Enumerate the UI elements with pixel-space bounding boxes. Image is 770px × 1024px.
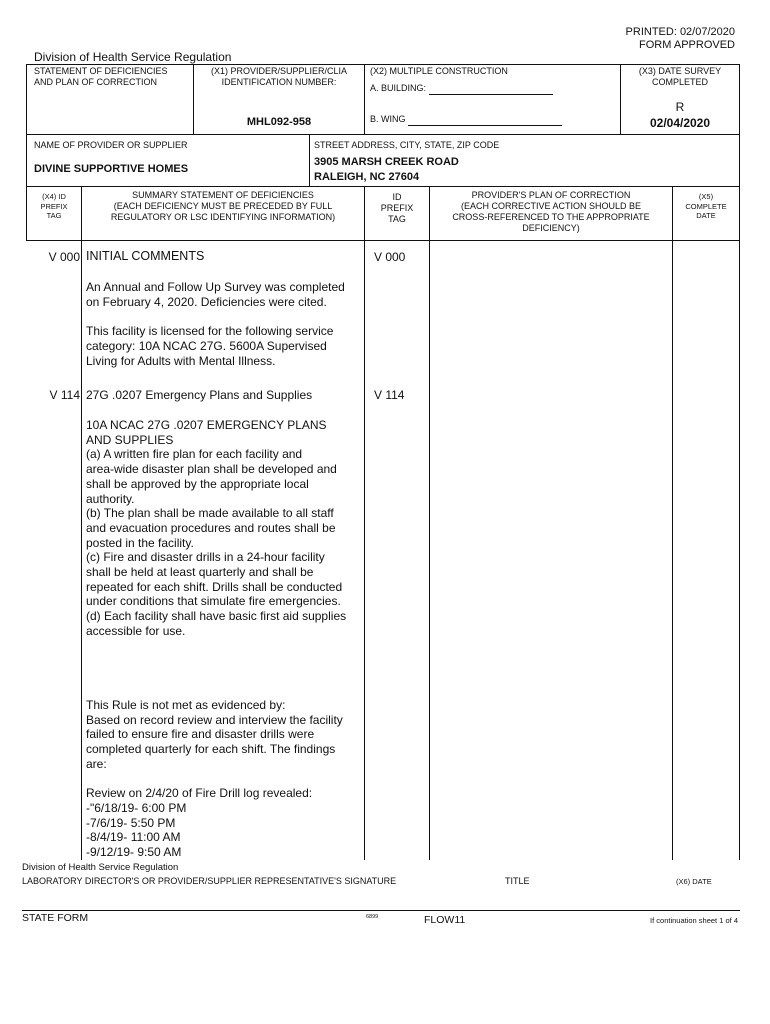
col-divider-3 [429,186,430,860]
x1-label: (X1) PROVIDER/SUPPLIER/CLIA IDENTIFICATION NUMBER: [210,66,348,87]
provider-name-label: NAME OF PROVIDER OR SUPPLIER [34,140,188,150]
col-divider-1 [81,186,82,860]
printed-date: PRINTED: 02/07/2020 [625,26,735,38]
building-field [429,83,553,95]
id-prefix-header: ID PREFIX TAG [380,192,414,224]
footer-division: Division of Health Service Regulation [22,862,179,873]
division-title: Division of Health Service Regulation [34,50,232,64]
x6-date-label: (X6) DATE [676,877,712,886]
rule-text: 10A NCAC 27G .0207 EMERGENCY PLANS AND SUPPLIES (a) A written fire plan for each facility and area-wide disaster plan shall be developed and shall be approved by the appropriate local authority. (b) The plan shall be made available to all staff and evacuation procedures and routes shall be posted in the facility. (c) Fire and disaster drills in a 24-hour facility shall be held at least quarterly and shall be repeated for each shift. Drills shall be conducted under conditions that simulate fire emergencies. (d) Each facility shall have basic first aid supplies accessible for use. [86,418,347,638]
tag-v000-right: V 000 [374,250,406,264]
x3-label: (X3) DATE SURVEY COMPLETED [638,66,722,87]
form-approved: FORM APPROVED [639,39,735,51]
footer-rule [22,910,740,911]
entry-title-initial-comments: INITIAL COMMENTS [86,249,205,263]
provider-name: DIVINE SUPPORTIVE HOMES [34,163,189,175]
x5-header: (X5) COMPLETE DATE [685,192,727,220]
statement-label: STATEMENT OF DEFICIENCIES AND PLAN OF CORRECTION [34,66,168,87]
right-border-top [739,64,740,241]
divider-address [309,134,310,186]
row-divider-2 [26,186,739,187]
right-border-body [739,240,740,860]
continuation-sheet: If continuation sheet 1 of 4 [650,916,738,925]
header-bottom-border [26,240,739,241]
form-number: 6899 [366,914,379,920]
wing-label: B. WING [370,114,562,126]
divider-x2 [364,64,365,134]
survey-date: 02/04/2020 [649,116,711,130]
flow-code: FLOW11 [424,914,466,926]
initial-comments-text: An Annual and Follow Up Survey was completed on February 4, 2020. Deficiencies were cited. This facility is licensed for the following service category: 10A NCAC 27G. 5600A Supervised Living for Adults with Mental Illness. [86,280,345,368]
address-label: STREET ADDRESS, CITY, STATE, ZIP CODE [314,140,500,150]
row-divider-1 [26,134,739,135]
tag-v114: V 114 [49,388,80,402]
state-form-label: STATE FORM [22,912,89,924]
entry-title-emergency-plans: 27G .0207 Emergency Plans and Supplies [86,388,313,402]
wing-field [408,114,562,126]
tag-v000: V 000 [48,250,80,264]
x2-label: (X2) MULTIPLE CONSTRUCTION [370,66,508,76]
title-label: TITLE [505,876,530,886]
plan-header: PROVIDER'S PLAN OF CORRECTION (EACH CORRECTIVE ACTION SHOULD BE CROSS-REFERENCED TO THE APPROPRIATE DEFICIENCY) [452,190,650,233]
survey-type: R [675,100,685,114]
top-border [26,64,739,65]
city-state-zip: RALEIGH, NC 27604 [314,171,420,183]
not-met-text: This Rule is not met as evidenced by: Based on record review and interview the facility failed to ensure fire and disaster drills were completed quarterly for each shift. The findings are: Review on 2/4/20 of Fire Drill log revealed: -"6/18/19- 6:00 PM -7/6/19- 5:50 PM -8/4/19- 11:00 AM -9/12/19- 9:50 AM [86,698,343,860]
summary-header: SUMMARY STATEMENT OF DEFICIENCIES (EACH DEFICIENCY MUST BE PRECEDED BY FULL REGULATORY OR LSC IDENTIFYING INFORMATION) [110,190,336,222]
col-divider-4 [672,186,673,860]
tag-v114-right: V 114 [374,388,405,402]
street-address: 3905 MARSH CREEK ROAD [314,156,459,168]
x4-header: (X4) ID PREFIX TAG [40,192,68,220]
col-divider-2 [364,186,365,860]
divider-x1 [193,64,194,134]
signature-label: LABORATORY DIRECTOR'S OR PROVIDER/SUPPLIER REPRESENTATIVE'S SIGNATURE [22,876,397,886]
building-label: A. BUILDING: [370,83,553,95]
provider-id: MHL092-958 [246,116,312,128]
